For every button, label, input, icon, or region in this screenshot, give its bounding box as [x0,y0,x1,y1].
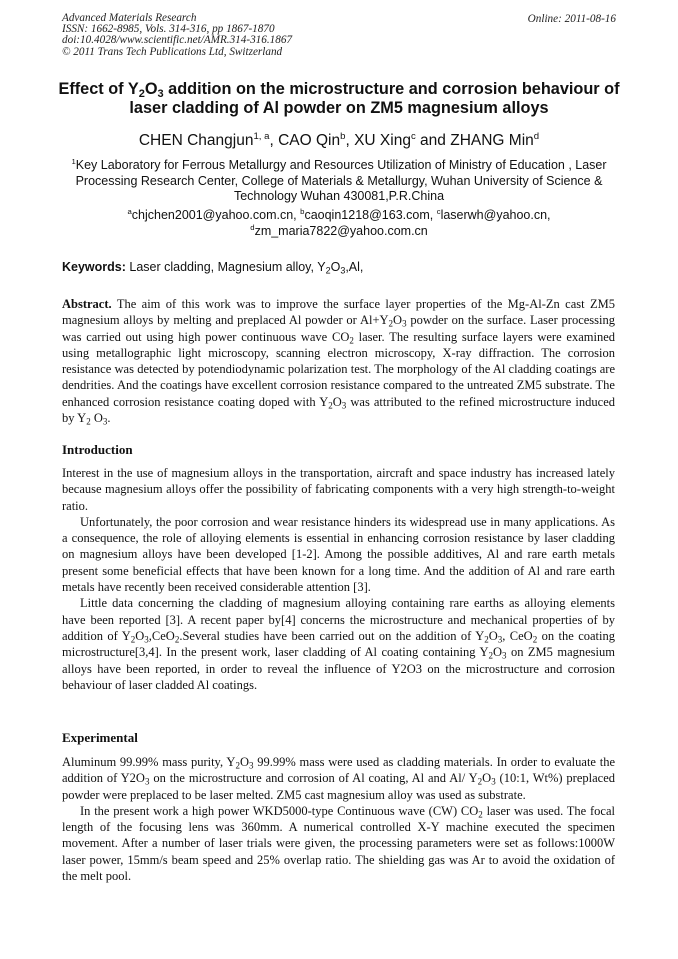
abstract: Abstract. The aim of this work was to improve the surface layer properties of the Mg-Al-Zn cast ZM5 magnesium alloys by melting and preplaced Al powder or $Al+Y_2O_3$ powder on the surface. Laser processing was carried out using high power continuous wave $CO_2$ laser. The resulting surface layers were examined using metallographic light microscopy, scanning electron microscopy, X-ray diffraction. The corrosion resistance was detected by potendiodynamic polarization test. The morphology of the Al cladding coatings are dendrities. And the coatings have excellent corrosion resistance compared to the untreated ZM5 substrate. The enhanced corrosion resistance coating doped with $Y_2O_3$ was attributed to the refined microstructure induced by $Y_2$ $O_3$. [62,297,616,427]
author: XU Xing [354,132,411,149]
email-link[interactable]: caoqin1218@163.com, [304,208,437,222]
author: CAO Qin [278,132,341,149]
author-list: CHEN Changjun$^{1, a}$, CAO Qin$^b$, XU Xing$^c$ and ZHANG Min$^d$ [138,130,540,149]
online-date: Online: 2011-08-16 [527,13,616,25]
paper-title: Effect of $Y_2O_3$ addition on the microstructure and corrosion behaviour of laser cladding of Al powder on ZM5 magnesium alloys [58,80,620,117]
keywords: Keywords: Laser cladding, Magnesium alloy, $Y_2O_3,Al$, [62,260,364,276]
email-link[interactable]: chjchen2001@yahoo.com.cn, [131,208,301,222]
keywords-label: Keywords: [62,260,126,274]
email-link[interactable]: zm_maria7822@yahoo.com.cn [254,223,428,238]
affiliation: $^1$Key Laboratory for Ferrous Metallurgy and Resources Utilization of Ministry of Education , Laser Processing Research Center, College of Materials & Metallurgy, Wuhan University of Science & Technology Wuhan 430081,P.R.China [71,156,607,203]
author: CHEN Changjun [138,132,254,149]
doi-line[interactable]: doi:10.4028/www.scientific.net/AMR.314-316.1867 [62,34,293,47]
paragraph: Interest in the use of magnesium alloys in the transportation, aircraft and space industry has increased lately because magnesium alloys offer the possibility of fabricating components with a very high strength-to-weight ratio. [62,466,615,513]
author: ZHANG Min [450,132,534,149]
email-link[interactable]: laserwh@yahoo.cn, [440,208,551,222]
author-emails: $^a$chjchen2001@yahoo.com.cn, $^b$caoqin1218@163.com, $^c$laserwh@yahoo.cn, $^d$zm_maria7822@yahoo.com.cn [127,206,551,238]
copyright-line: © 2011 Trans Tech Publications Ltd, Switzerland [62,45,283,58]
abstract-label: Abstract. [62,297,112,311]
paragraph: Aluminum 99.99% mass purity, $Y_2O_3$ 99.99% mass were used as cladding materials. In order to evaluate the addition of $Y2O_3$ on the microstructure and corrosion of Al coating, Al and Al/ $Y_2O_3$ (10:1, Wt%) preplaced powder were preplaced to be laser melted. ZM5 cast magnesium alloy was used as substrate. [62,755,615,802]
paragraph: Little data concerning the cladding of magnesium alloying containing rare earths as alloying elements have been reported [3]. A recent paper by[4] concerns the microstructure and mechanical properties of by addition of $Y_2O_3,CeO_2.Several$ studies have been carried out on the addition of $Y_2O_3$, CeO$_2$ on the coating microstructure[3,4]. In the present work, laser cladding of Al coating containing $Y_2O_3$ on ZM5 magnesium alloys have been reported, in order to reveal the influence of Y2O3 on the microstructure and corrosion behaviour of laser cladded Al coatings. [62,596,615,692]
journal-header [62,13,292,58]
experimental-body [62,754,615,884]
section-heading-experimental: Experimental [62,730,138,745]
issn-line: ISSN: 1662-8985, Vols. 314-316, pp 1867-1870 [62,23,275,36]
section-heading-introduction: Introduction [62,442,133,457]
paragraph: In the present work a high power WKD5000-type Continuous wave (CW) $CO_2$ laser was used. The focal length of the focusing lens was 360mm. A numerical controlled X-Y machine executed the specimen movement. After a number of laser trials were given, the processing parameters were set as follows:1000W laser power, 15mm/s beam speed and 25% overlap ratio. The shielding gas was Ar to avoid the oxidation of the melt pool. [62,803,615,884]
paragraph: Unfortunately, the poor corrosion and wear resistance hinders its widespread use in many applications. As a consequence, the role of alloying elements is essential in enhancing corrosion resistance by laser cladding on magnesium alloys have been developed [1-2]. Among the possible additives, Al and rare earth metals present some beneficial effects that have been known for a long time. And the addition of Al and rare earth metals have recently been received considerable attention [3]. [62,514,615,595]
introduction-body [62,465,615,693]
journal-name: Advanced Materials Research [62,12,197,24]
